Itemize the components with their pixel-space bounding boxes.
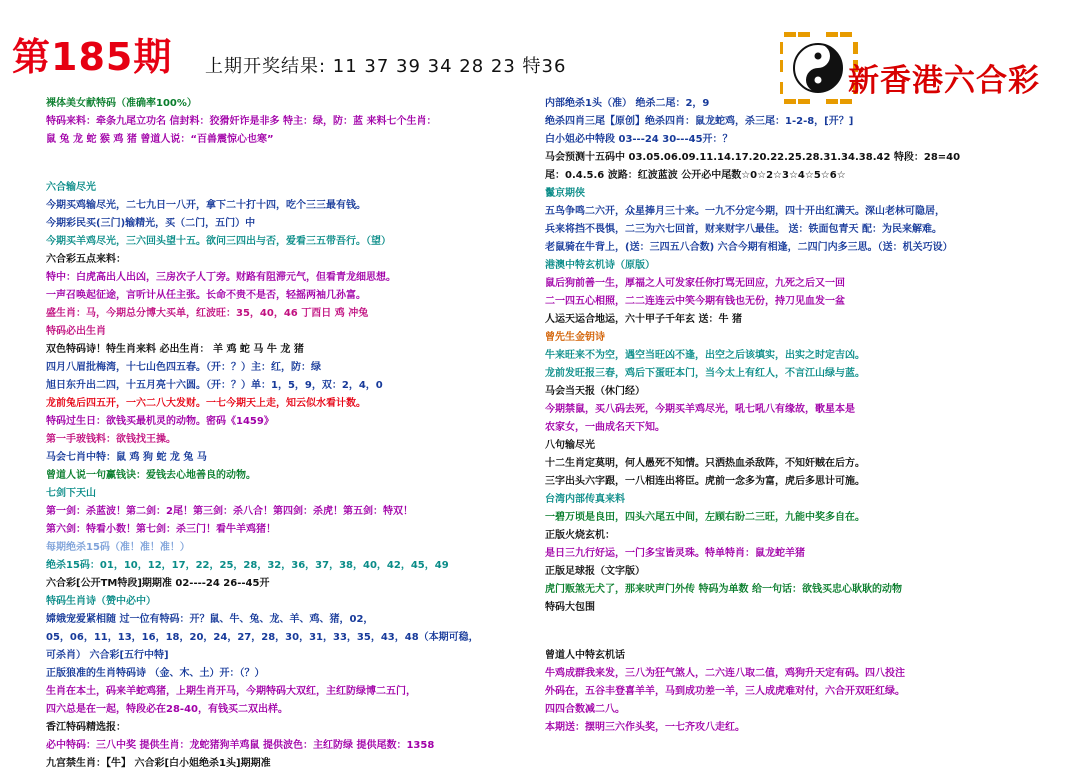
right-line: 内部绝杀1头（准） 绝杀二尾：2，9 xyxy=(545,98,710,109)
left-line: 特码生肖诗（赞中必中） xyxy=(46,596,156,607)
left-line: 第一手玻钱料：欲钱找王操。 xyxy=(46,434,176,445)
right-line: 台湾内部传真来料 xyxy=(545,494,625,505)
left-line: 龙前兔后四五开，一六二八大发财。一七今期天上走，知云似水看计数。 xyxy=(46,398,366,409)
left-line: 六合彩[公开TM特段]期期准 02----24 26--45开 xyxy=(46,578,270,589)
right-line: 鬣京期侠 xyxy=(545,188,585,199)
left-line: 一声召唤起征途，言听计从任主张。长命不贵不是否，轻摇两袖几孙富。 xyxy=(46,290,366,301)
right-line: 人运天运合地运，六十甲子千年玄 送：牛 猪 xyxy=(545,314,742,325)
left-line: 四六总是在一起，特段必在28-40，有钱买二双出样。 xyxy=(46,704,288,715)
right-line: 曾先生金钥诗 xyxy=(545,332,605,343)
left-line: 鼠 兔 龙 蛇 猴 鸡 猪 曾道人说：“百兽震惊心也寒” xyxy=(46,134,274,145)
left-line: 特中：白虎高出人出凶，三房次子人丁旁。财路有阻滞元气，但看青龙细思想。 xyxy=(46,272,396,283)
left-line: 旭日东升出二四，十五月亮十六圆。（开：？）单：1，5，9，双：2，4，0 xyxy=(46,380,383,391)
right-line: 马会预测十五码中 03.05.06.09.11.14.17.20.22.25.28.31.34.38.42 特段：28=40 xyxy=(545,152,961,163)
left-line: 今期买羊鸡尽光，三六回头望十五。欲问三四出与否，爱看三五带吾行。（望） xyxy=(46,236,391,247)
right-line: 正版足球报（文字版） xyxy=(545,566,645,577)
left-line: 05，06，11，13，16，18，20，24，27，28，30，31，33，35，43，48（本期可稳， xyxy=(46,632,479,643)
left-line: 生肖在本土，码来羊蛇鸡猪，上期生肖开马，今期特码大双红，主红防绿博二五门， xyxy=(46,686,416,697)
left-line: 马会七肖中特：鼠 鸡 狗 蛇 龙 兔 马 xyxy=(46,452,207,463)
right-line: 老鼠骑在牛背上，(送：三四五八合数) 六合今期有相逢，二四门内多三思。（送：机关巧设） xyxy=(545,242,953,253)
right-line: 十二生肖定莫明，何人愚死不知情。只洒热血杀敌阵，不知奸贼在后方。 xyxy=(545,458,865,469)
left-line: 今期彩民买(三门)输精光，买（二门，五门）中 xyxy=(46,218,256,229)
right-line: 牛鸡成群我来发，三八为狂气煞人，二六连八取二值，鸡狗升天定有码。四八投注 xyxy=(545,668,905,679)
right-line: 正版火烧玄机： xyxy=(545,530,615,541)
left-line: 每期绝杀15码（准！准！准！） xyxy=(46,542,190,553)
left-line: 裸体美女献特码（准确率100%） xyxy=(46,98,197,109)
last-result: 上期开奖结果: 11 37 39 34 28 23 特36 xyxy=(205,56,567,77)
right-line: 港澳中特玄机诗（原版） xyxy=(545,260,655,271)
right-line: 今期禁鼠，买八码去死，今期买羊鸡尽光，吼七吼八有缘故，歌星本是 xyxy=(545,404,855,415)
left-line: 特码来料：牵条九尾立功名 信封料：狡猾奸诈是非多 特主：绿，防：蓝 来料七个生肖： xyxy=(46,116,437,127)
left-line: 可杀肖） 六合彩[五行中特] xyxy=(46,650,169,661)
left-line: 特码必出生肖 xyxy=(46,326,106,337)
left-line: 正版狼准的生肖特码诗 （金、木、土）开：（？） xyxy=(46,668,265,679)
issue-number: 第185期 xyxy=(12,35,173,79)
right-line: 牛来旺来不为空，遇空当旺凶不逢，出空之后该填实，出实之时定吉凶。 xyxy=(545,350,865,361)
right-line: 尾：0.4.5.6 波路：红波蓝波 公开必中尾数☆0☆2☆3☆4☆5☆6☆ xyxy=(545,170,846,181)
right-line: 外码在，五谷丰登喜羊羊，马到成功差一羊，三人成虎难对付，六合开双旺红绿。 xyxy=(545,686,905,697)
right-line: 绝杀四肖三尾【原创】绝杀四肖：鼠龙蛇鸡，杀三尾：1-2-8，[开？] xyxy=(545,116,854,127)
left-line: 双色特码诗！特生肖来料 必出生肖： 羊 鸡 蛇 马 牛 龙 猪 xyxy=(46,344,304,355)
left-line: 今期买鸡输尽光，二七九日一八开，拿下二十打十四，吃个三三最有钱。 xyxy=(46,200,366,211)
left-line: 七剑下天山 xyxy=(46,488,96,499)
right-line: 白小姐必中特段 03---24 30---45开：？ xyxy=(545,134,733,145)
left-line: 嫦娥宠爱紧相随 过一位有特码：开？鼠、牛、兔、龙、羊、鸡、猪，02， xyxy=(46,614,374,625)
left-line: 六合彩五点来料： xyxy=(46,254,126,265)
left-line: 必中特码：三八中奖 提供生肖：龙蛇猪狗羊鸡鼠 提供波色：主红防绿 提供尾数：1358 xyxy=(46,740,435,751)
left-line: 四月八眉批梅湾，十七山色四五春。（开：？）主：红，防：绿 xyxy=(46,362,321,373)
right-line: 农家女，一曲成名天下知。 xyxy=(545,422,665,433)
right-line: 曾道人中特玄机话 xyxy=(545,650,625,661)
right-line: 八句输尽光 xyxy=(545,440,595,451)
right-line: 一碧万顷是良田，四头六尾五中间，左顾右盼二三旺，九能中奖多自在。 xyxy=(545,512,865,523)
right-line: 虎门贩煞无犬了，那来吠声门外传 特码为单数 给一句话：欲钱买忠心耿耿的动物 xyxy=(545,584,902,595)
right-line: 龙前发旺报三春，鸡后下蛋旺本门，当今太上有红人，不言江山绿与蓝。 xyxy=(545,368,865,379)
right-line: 马会当天报（休门经） xyxy=(545,386,645,397)
left-line: 香江特码精选报： xyxy=(46,722,126,733)
left-line: 特码过生日：欲钱买最机灵的动物。密码《1459》 xyxy=(46,416,274,427)
right-line: 四四合数减二八。 xyxy=(545,704,625,715)
left-line: 九宫禁生肖：【牛】 六合彩[白小姐绝杀1头]期期准 xyxy=(46,758,271,769)
right-line: 五鸟争鸣二六开，众星捧月三十来。一九不分定今期，四十开出红满天。深山老林可隐居， xyxy=(545,206,945,217)
left-line: 绝杀15码：01，10，12，17，22，25，28，32，36，37，38，40，42，45，49 xyxy=(46,560,449,571)
left-line: 曾道人说一句赢钱诀：爱钱去心地善良的动物。 xyxy=(46,470,256,481)
brand-title: 新香港六合彩 xyxy=(848,63,1040,99)
left-line: 第六剑：特看小数！第七剑：杀三门！看牛羊鸡猪！ xyxy=(46,524,276,535)
right-line: 二一四五心相照，二二连连云中笑今期有钱也无份，持刀见血发一盆 xyxy=(545,296,845,307)
left-line: 盛生肖：马，今期总分博大买单，红波旺：35，40，46 丁酉日 鸡 冲兔 xyxy=(46,308,369,319)
right-line: 鼠后狗前善一生，厚福之人可发家任你打骂无回应，九死之后又一回 xyxy=(545,278,845,289)
right-line: 兵来将挡不畏惧，二三为六七回首，财来财字八最佳。 送：铁面包青天 配：为民来解难。 xyxy=(545,224,942,235)
right-line: 三字出头六字跟，一八相连出将臣。虎前一念多为富，虎后多思计可施。 xyxy=(545,476,865,487)
right-line: 本期送：摆明三六作头奖，一七齐攻八走红。 xyxy=(545,722,745,733)
left-line: 六合输尽光 xyxy=(46,182,96,193)
right-line: 特码大包围 xyxy=(545,602,595,613)
left-line: 第一剑：杀蓝波！第二剑：2尾！第三剑：杀八合！第四剑：杀虎！第五剑：特双！ xyxy=(46,506,413,517)
right-line: 是日三九行好运，一门多宝皆灵珠。特单特肖：鼠龙蛇羊猪 xyxy=(545,548,805,559)
